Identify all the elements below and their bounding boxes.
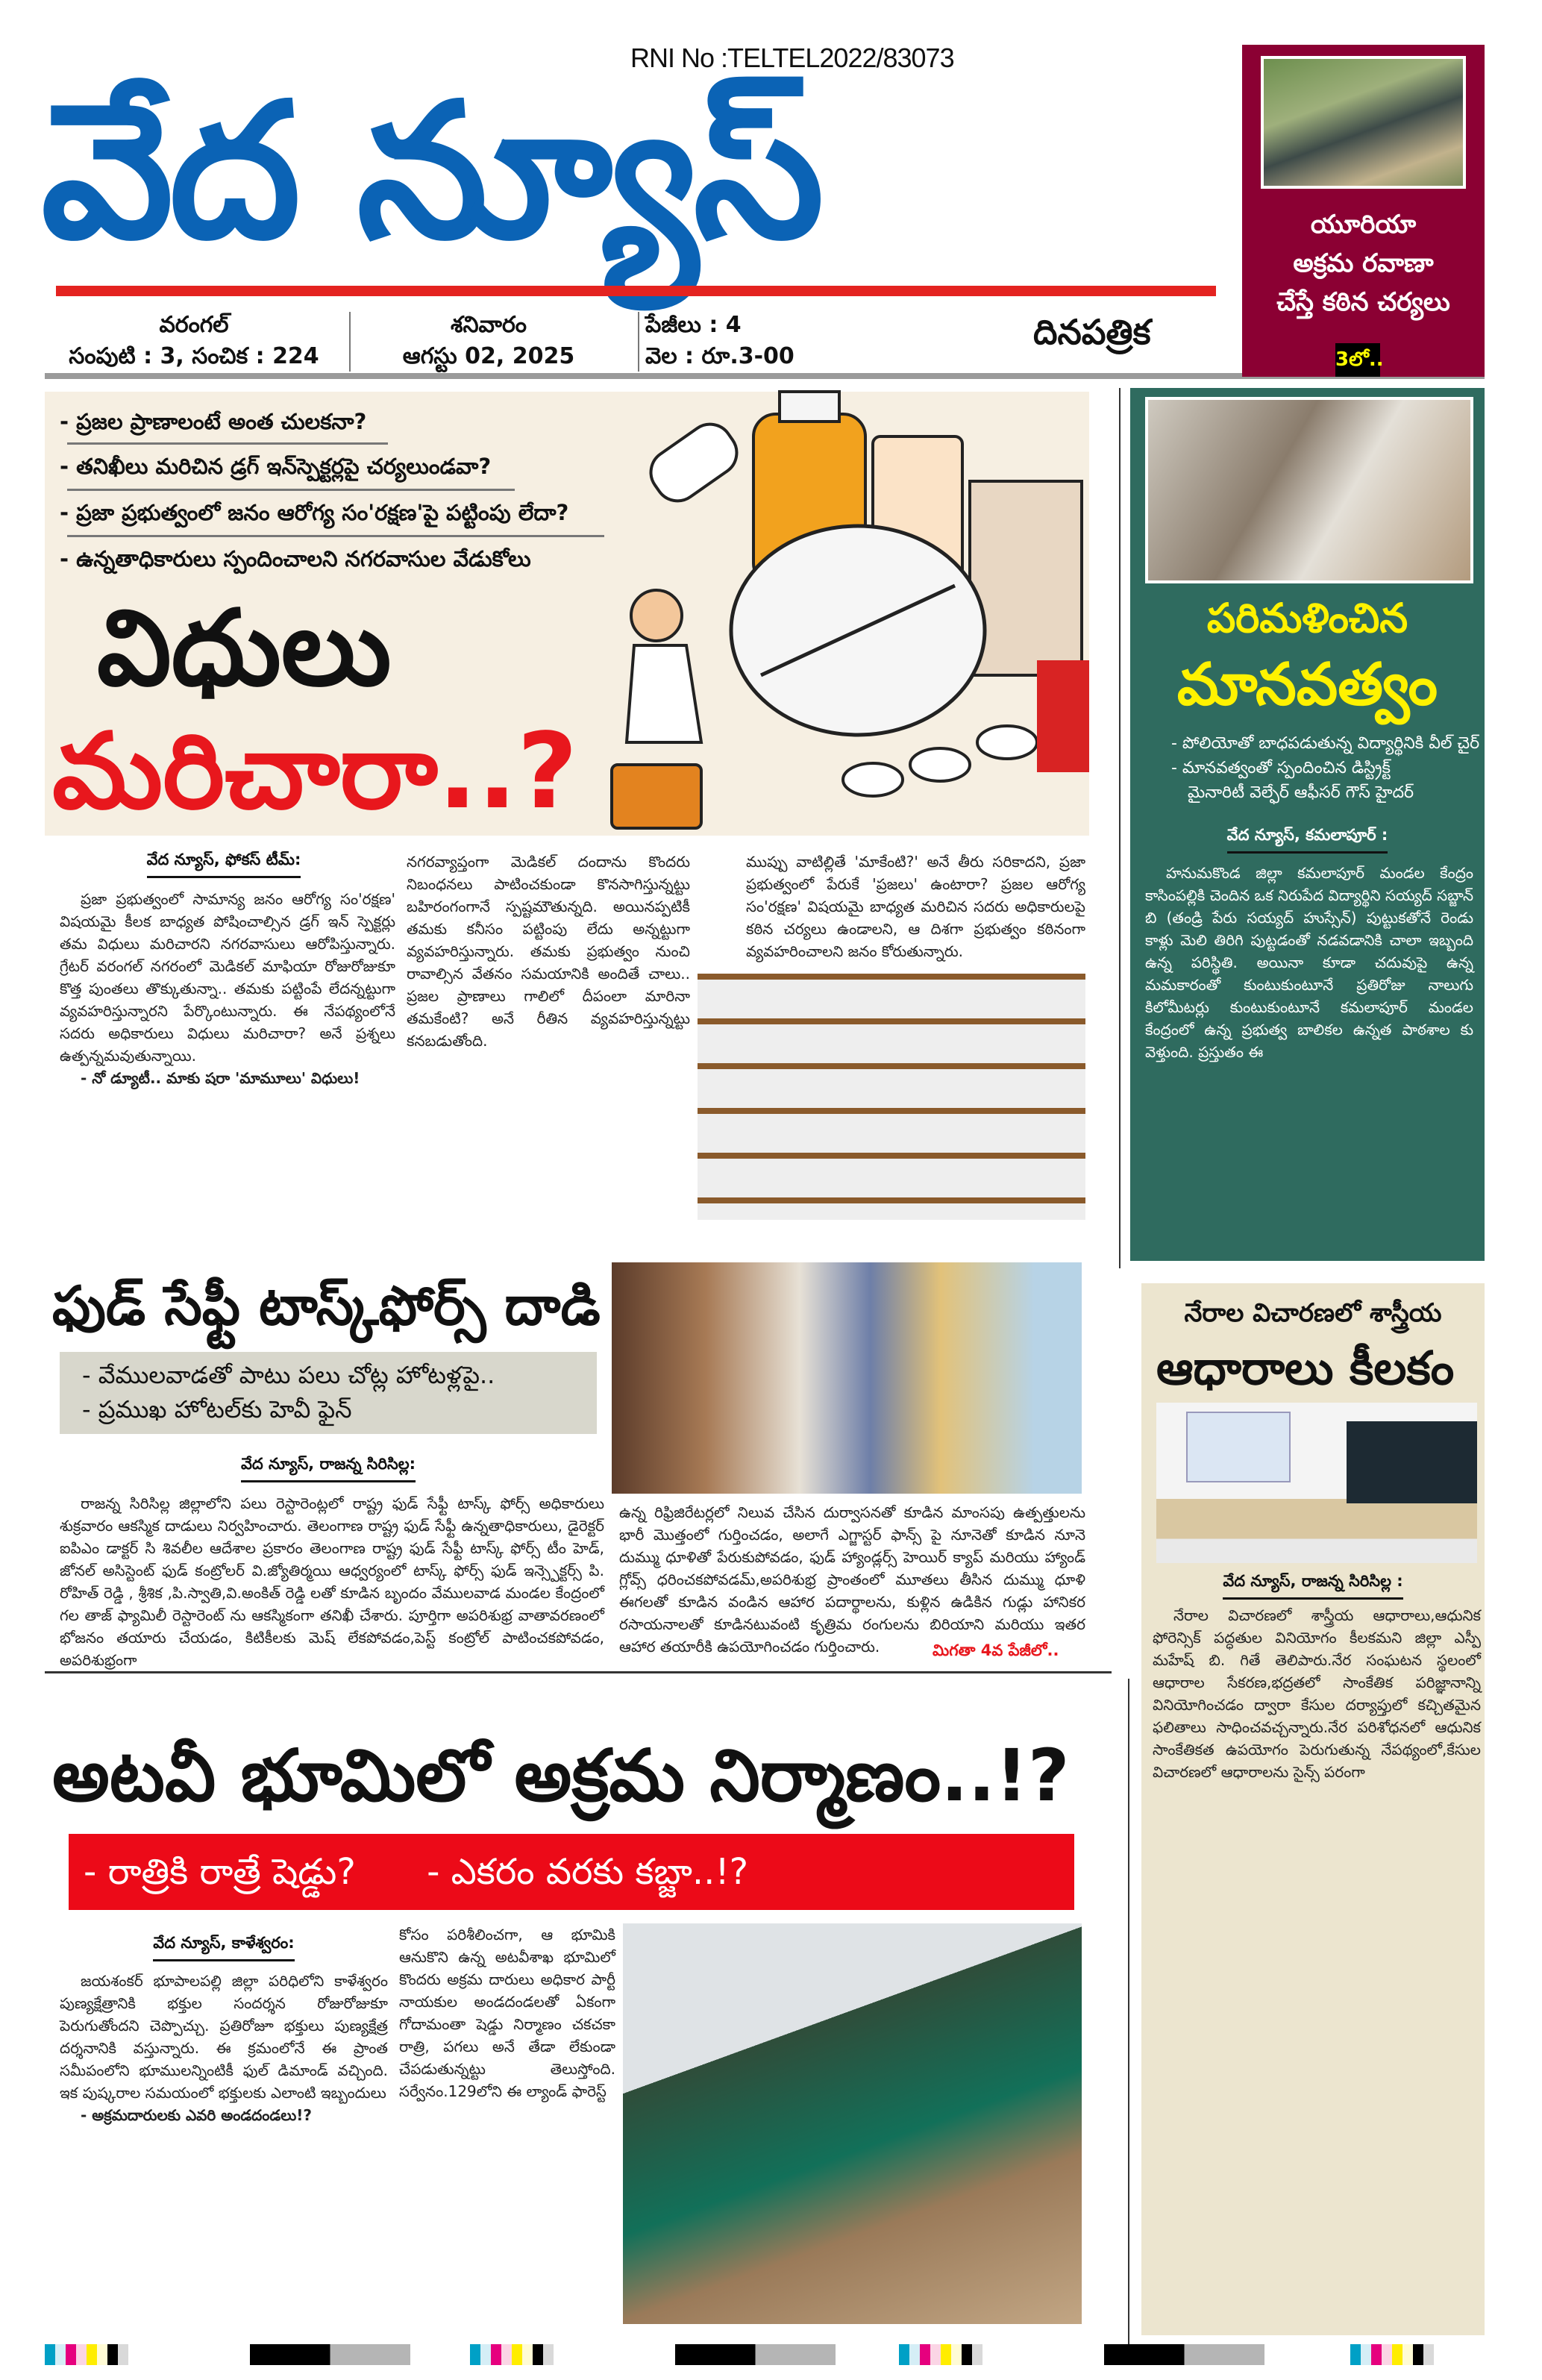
paragraph: ఉన్న రిఫ్రిజిరేటర్లలో నిలువ చేసిన దుర్వాసనతో కూడిన మాంసపు ఉత్పత్తులను భారీ మొత్తంలో గుర్తించడం, అలాగే ఎగ్జాస్టర్ ఫాన్స్ పై నూనెతో కూడిన నూనె దుమ్ము ధూళితో పేరుకుపోవడం, ఫుడ్ హ్యాండ్లర్స్ హెయిర్ క్యాప్ మరియు హ్యాండ్ గ్లోవ్స్ ధరించకపోవడమ్,అపరిశుభ్ర ప్రాంతంలో మూతలు తీసిన దుమ్ము ధూళి ఈగలతో కూడిన వండిన ఆహార పదార్థాలను, కుళ్లిన ఉడికిన గుడ్లు హానికర రసాయనాలతో కూడినటువంటి కృత్రిమ రంగులను బిరియాని మరియు ఇతర ఆహార తయారీకి ఉపయోగించడం గుర్తించారు.	[619, 1503, 1085, 1656]
color-swatch	[533, 2344, 543, 2365]
subhead: - ఎకరం వరకు కబ్జా..!?	[427, 1851, 749, 1893]
lead-column-3	[746, 851, 1085, 970]
color-swatch	[118, 2344, 128, 2365]
subheading: - అక్రమదారులకు ఎవరి అండదండలు!?	[81, 2106, 313, 2124]
price-info	[645, 310, 809, 373]
byline: వేద న్యూస్, ఫోకస్ టీమ్:	[147, 849, 301, 878]
humanity-headline: మానవత్వం	[1176, 651, 1438, 718]
lead-bullet: - ప్రజల ప్రాణాలంటే అంత చులకనా?	[60, 409, 367, 434]
forest-headline: అటవీ భూమిలో అక్రమ నిర్మాణం..!?	[52, 1734, 1070, 1817]
color-swatch	[87, 2344, 97, 2365]
column-divider	[1119, 388, 1121, 1268]
teaser-line: యూరియా	[1310, 210, 1417, 239]
teaser-headline	[1242, 205, 1485, 322]
price: వెల : రూ.3-00	[645, 343, 794, 369]
byline-wrap	[1130, 824, 1485, 854]
divider	[67, 535, 604, 537]
teaser-line: చేస్తే కఠిన చర్యలు	[1276, 287, 1450, 317]
color-swatch	[1361, 2344, 1371, 2365]
forensic-headline: ఆధారాలు కీలకం	[1156, 1341, 1455, 1395]
byline: వేద న్యూస్, కమలాపూర్ :	[1227, 824, 1388, 854]
humanity-bullets	[1171, 731, 1479, 805]
lead-column-1	[60, 888, 395, 1224]
color-swatch	[480, 2344, 491, 2365]
color-swatch	[1413, 2344, 1423, 2365]
pharmacy-photo	[698, 974, 1085, 1220]
humanity-kicker: పరిమళించిన	[1206, 595, 1408, 642]
color-swatch	[470, 2344, 480, 2365]
forensic-story	[1141, 1283, 1485, 2335]
byline-wrap	[1141, 1571, 1485, 1600]
color-swatch	[45, 2344, 55, 2365]
continued-link[interactable]: మిగతా 4వ పేజీలో..	[933, 1641, 1059, 1659]
masthead-rule	[56, 286, 1216, 296]
shed-photo	[623, 1923, 1082, 2324]
issue-date: ఆగస్టు 02, 2025	[402, 343, 575, 369]
color-swatch	[1423, 2344, 1434, 2365]
food-safety-headline: ఫుడ్ సేఫ్టీ టాస్క్‌ఫోర్స్ దాడి	[52, 1274, 601, 1337]
forensic-body	[1153, 1604, 1481, 2320]
paragraph: ప్రజా ప్రభుత్వంలో సామాన్య జనం ఆరోగ్య సం'రక్షణ' విషయమై కీలక బాధ్యత పోషించాల్సిన డ్రగ్ ఇన్ స్పెక్టర్లు తమ విధులు మరిచారని నగరవాసులు ఆరోపిస్తున్నారు. గ్రేటర్ వరంగల్ నగరంలో మెడికల్ మాఫియా రోజురోజుకూ కొత్త పుంతలు తొక్కుతున్నా.. తమకు పట్టింపే లేదన్నట్టుగా వ్యవహరిస్తున్నారని పేర్కొంటున్నారు. ఈ నేపథ్యంలోనే సదరు అధికారులు విధులు మరిచారా? అనే ప్రశ్నలు ఉత్పన్నమవుతున్నాయి.	[60, 890, 395, 1065]
paragraph: హనుమకొండ జిల్లా కమలాపూర్ మండల కేంద్రం కాసింపల్లికి చెందిన ఒక నిరుపేద విద్యార్థిని సయ్యద్ సబ్జాన్ బి (తండ్రి పేరు సయ్యద్ హుస్సేన్) పుట్టుకతోనే రెండు కాళ్లు మెలి తిరిగి పుట్టడంతో నడవడానికి చాలా ఇబ్బంది ఉన్న పరిస్థితి. అయినా కూడా చదువుపై ఉన్న మమకారంతో కుంటుకుంటూనే ప్రతిరోజు నాలుగు కిలోమీటర్లు కుంటుకుంటూనే కమలాపూర్ మండల కేంద్రంలో ఉన్న ప్రభుత్వ బాలికల ఉన్నత పాఠశాల కు వెళ్తుంది. ప్రస్తుతం ఈ	[1145, 864, 1473, 1061]
registration-bar	[1350, 2344, 1434, 2365]
bullet: - మానవత్వంతో స్పందించిన డిస్ట్రిక్ట్	[1171, 759, 1391, 777]
color-swatch	[1371, 2344, 1382, 2365]
registration-bar	[899, 2344, 982, 2365]
food-body-left	[60, 1492, 604, 1669]
color-swatch	[920, 2344, 930, 2365]
color-swatch	[1350, 2344, 1361, 2365]
color-swatch	[512, 2344, 522, 2365]
paragraph: రాజన్న సిరిసిల్ల జిల్లాలోని పలు రెస్టారెంట్లలో రాష్ట్ర ఫుడ్ సేఫ్టీ టాస్క్ ఫోర్స్ అధికారులు శుక్రవారం ఆకస్మిక దాడులు నిర్వహించారు. తెలంగాణ రాష్ట్ర ఫుడ్ సేఫ్టీ ఉన్నతాధికారులు, డైరెక్టర్ ఐపిఎం డాక్టర్ సి శివలీల ఆదేశాల ప్రకారం తెలంగాణ రాష్ట్ర ఫుడ్ సేఫ్టీ టాస్క్ ఫోర్స్ టీం హెడ్, జోనల్ అసిస్టెంట్ ఫుడ్ కంట్రోలర్ వి.జ్యోతిర్మయి ఆధ్వర్యంలో టాస్క్ ఫోర్స్ ఫుడ్ ఇన్స్పెక్టర్స్ పి. రోహిత్ రెడ్డి , శ్రీశిక ,పి.స్వాతి,వి.అంకిత్ రెడ్డి లతో కూడిన బృందం వేములవాడ మండల కేంద్రంలో గల తాజ్ ఫ్యామిలీ రెస్టారెంట్ ను ఆకస్మికంగా తనిఖీ చేశారు. పూర్తిగా అపరిశుభ్ర వాతావరణంలో భోజనం తయారు చేయడం, కిటికీలకు మెష్ లేకపోవడం,పెస్ట్ కంట్రోల్ పాటించకపోవడం, అపరిశుభ్రంగా	[60, 1494, 604, 1669]
byline-wrap	[60, 1932, 388, 1961]
subhead: - రాత్రికి రాత్రే షెడ్డు?	[84, 1851, 356, 1893]
edition-info	[45, 310, 343, 373]
color-swatch	[97, 2344, 107, 2365]
teaser-photo	[1261, 56, 1466, 189]
lead-bullet: - ఉన్నతాధికారులు స్పందించాలని నగరవాసుల వేడుకోలు	[60, 546, 531, 571]
column-divider	[1128, 1679, 1129, 2350]
color-swatch	[543, 2344, 554, 2365]
lead-headline-line1: విధులు	[97, 588, 392, 710]
divider	[349, 312, 351, 372]
divider	[67, 489, 515, 491]
registration-block	[675, 2344, 836, 2365]
food-raid-photo	[612, 1262, 1082, 1494]
color-swatch	[972, 2344, 982, 2365]
lead-headline-line2: మరిచారా..?	[52, 711, 578, 833]
color-swatch	[107, 2344, 118, 2365]
color-swatch	[1392, 2344, 1402, 2365]
daily-label: దినపత్రిక	[1033, 312, 1151, 352]
registration-block	[250, 2344, 410, 2365]
lead-bullet: - తనిఖీలు మరిచిన డ్రగ్ ఇన్‌స్పెక్టర్లపై చర్యలుండవా?	[60, 454, 492, 479]
wheelchair-photo	[1145, 397, 1473, 583]
lead-byline-wrap	[45, 849, 403, 878]
color-swatch	[941, 2344, 951, 2365]
teaser-box[interactable]	[1242, 45, 1485, 377]
forest-column-2	[399, 1923, 615, 2319]
lead-column-2	[407, 851, 690, 1224]
divider	[67, 442, 388, 445]
forest-column-1	[60, 1970, 388, 2320]
divider	[638, 312, 639, 372]
weekday: శనివారం	[451, 312, 527, 338]
city: వరంగల్	[159, 312, 229, 338]
color-swatch	[1402, 2344, 1413, 2365]
food-safety-subheads	[60, 1352, 597, 1434]
volume-issue: సంపుటి : 3, సంచిక : 224	[69, 343, 319, 369]
subheading: - నో డ్యూటీ.. మాకు షరా 'మామూలు' విధులు!	[81, 1069, 360, 1087]
byline: వేద న్యూస్, రాజన్న సిరిసిల్ల:	[241, 1453, 416, 1482]
medicine-illustration	[619, 392, 1089, 836]
color-swatch	[55, 2344, 66, 2365]
paragraph: నేరాల విచారణలో శాస్త్రీయ ఆధారాలు,ఆధునిక ఫోరెన్సిక్ పద్ధతుల వినియోగం కీలకమని జిల్లా ఎస్పీ మహేష్ బి. గితే తెలిపారు.నేర సంఘటన స్థలంలో ఆధారాల సేకరణ,భద్రతలో సాంకేతిక పరిజ్ఞానాన్ని వినియోగించడం ద్వారా కేసుల దర్యాప్తులో కచ్చితమైన ఫలితాలు సాధించవచ్చన్నారు.నేర పరిశోధనలో ఆధునిక సాంకేతికత ఉపయోగం పెరుగుతున్న నేపథ్యంలో,కేసుల విచారణలో ఆధారాలను సైన్స్ పరంగా	[1153, 1606, 1481, 1781]
paragraph: జయశంకర్ భూపాలపల్లి జిల్లా పరిధిలోని కాళేశ్వరం పుణ్యక్షేత్రానికి భక్తుల సందర్శన రోజురోజుకూ పెరుగుతోందని చెప్పొచ్చు. ప్రతిరోజూ భక్తులు పుణ్యక్షేత్ర దర్శనానికి వస్తున్నారు. ఈ క్రమంలోనే ఈ ప్రాంత సమీపంలోని భూములన్నింటికీ ఫుల్ డిమాండ్ వచ్చింది. ఇక పుష్కరాల సమయంలో భక్తులకు ఎలాంటి ఇబ్బందులు	[60, 1972, 388, 2102]
humanity-body	[1145, 862, 1473, 1250]
registration-bar	[45, 2344, 128, 2365]
teaser-page-ref[interactable]: 3లో..	[1335, 343, 1380, 377]
bullet: - ప్రముఖ హోటల్‌కు హెవీ ఫైన్	[82, 1395, 352, 1424]
color-swatch	[491, 2344, 501, 2365]
newspaper-logo: వేద న్యూస్	[41, 63, 820, 280]
registration-bar	[470, 2344, 554, 2365]
date-info	[354, 310, 623, 373]
color-swatch	[930, 2344, 941, 2365]
color-swatch	[962, 2344, 972, 2365]
divider	[45, 1671, 1112, 1673]
bullet: - పోలియోతో బాధపడుతున్న విద్యార్థినికి వీల్ చైర్	[1171, 734, 1480, 753]
lead-bullet: - ప్రజా ప్రభుత్వంలో జనం ఆరోగ్య సం'రక్షణ'పై పట్టింపు లేదా?	[60, 500, 569, 525]
teaser-line: అక్రమ రవాణా	[1293, 248, 1434, 278]
page-count: పేజీలు : 4	[645, 312, 742, 338]
bullet: - వేములవాడతో పాటు పలు చోట్ల హోటళ్లపై..	[82, 1361, 495, 1389]
color-swatch	[909, 2344, 920, 2365]
color-swatch	[76, 2344, 87, 2365]
humanity-story	[1130, 388, 1485, 1261]
bullet: మైనారిటీ వెల్ఫేర్ ఆఫీసర్ గౌస్ హైదర్	[1188, 783, 1414, 802]
byline: వేద న్యూస్, రాజన్న సిరిసిల్ల :	[1223, 1571, 1402, 1600]
byline: వేద న్యూస్, కాళేశ్వరం:	[153, 1932, 294, 1961]
cartoon-drugs-icon	[619, 392, 1089, 836]
color-swatch	[522, 2344, 533, 2365]
color-swatch	[501, 2344, 512, 2365]
paragraph: నగరవ్యాప్తంగా మెడికల్ దందాను కొందరు నిబంధనలు పాటించకుండా కొనసాగిస్తున్నట్టు బహిరంగంగానే స్పష్టమౌతున్నది. అయినప్పటికీ తమకు కనీసం పట్టింపు లేదు అన్నట్టుగా వ్యవహరిస్తున్నారు. తమకు ప్రభుత్వం నుంచి రావాల్సిన వేతనం సమయానికి అందితే చాలు.. ప్రజల ప్రాణాలు గాలిలో దీపంలా మారినా తమకేంటి? అనే రీతిన వ్యవహరిస్తున్నట్టు కనబడుతోంది.	[407, 853, 690, 1050]
forest-subheads	[69, 1834, 1074, 1910]
registration-block	[1104, 2344, 1264, 2365]
color-swatch	[66, 2344, 76, 2365]
paragraph: ముప్పు వాటిల్లితే 'మాకేంటి?' అనే తీరు సరికాదని, ప్రజా ప్రభుత్వంలో పేరుకే 'ప్రజలు' ఉంటారా? ప్రజల ఆరోగ్య సం'రక్షణ' విషయమై బాధ్యత మరిచిన సదరు అధికారులపై కఠిన చర్యలు ఉండాలని, ఆ దిశగా ప్రభుత్వం కఠినంగా వ్యవహరించాలని జనం కోరుతున్నారు.	[746, 853, 1085, 960]
color-swatch	[899, 2344, 909, 2365]
color-swatch	[951, 2344, 962, 2365]
forensic-photo	[1156, 1403, 1477, 1563]
byline-wrap	[45, 1453, 612, 1482]
forensic-kicker: నేరాల విచారణలో శాస్త్రీయ	[1184, 1298, 1442, 1328]
paragraph: కోసం పరిశీలించగా, ఆ భూమికి ఆనుకొని ఉన్న అటవీశాఖ భూమిలో కొందరు అక్రమ దారులు అధికార పార్టీ నాయకుల అండదండలతో ఏకంగా గోదామంతా షెడ్డు నిర్మాణం చకచకా రాత్రి, పగలు అనే తేడా లేకుండా చేపడుతున్నట్టు తెలుస్తోంది. సర్వేనం.129లోని ఈ ల్యాండ్ ఫారెస్ట్	[399, 1926, 615, 2100]
color-swatch	[1382, 2344, 1392, 2365]
rni-number: RNI No :TELTEL2022/83073	[630, 43, 954, 73]
